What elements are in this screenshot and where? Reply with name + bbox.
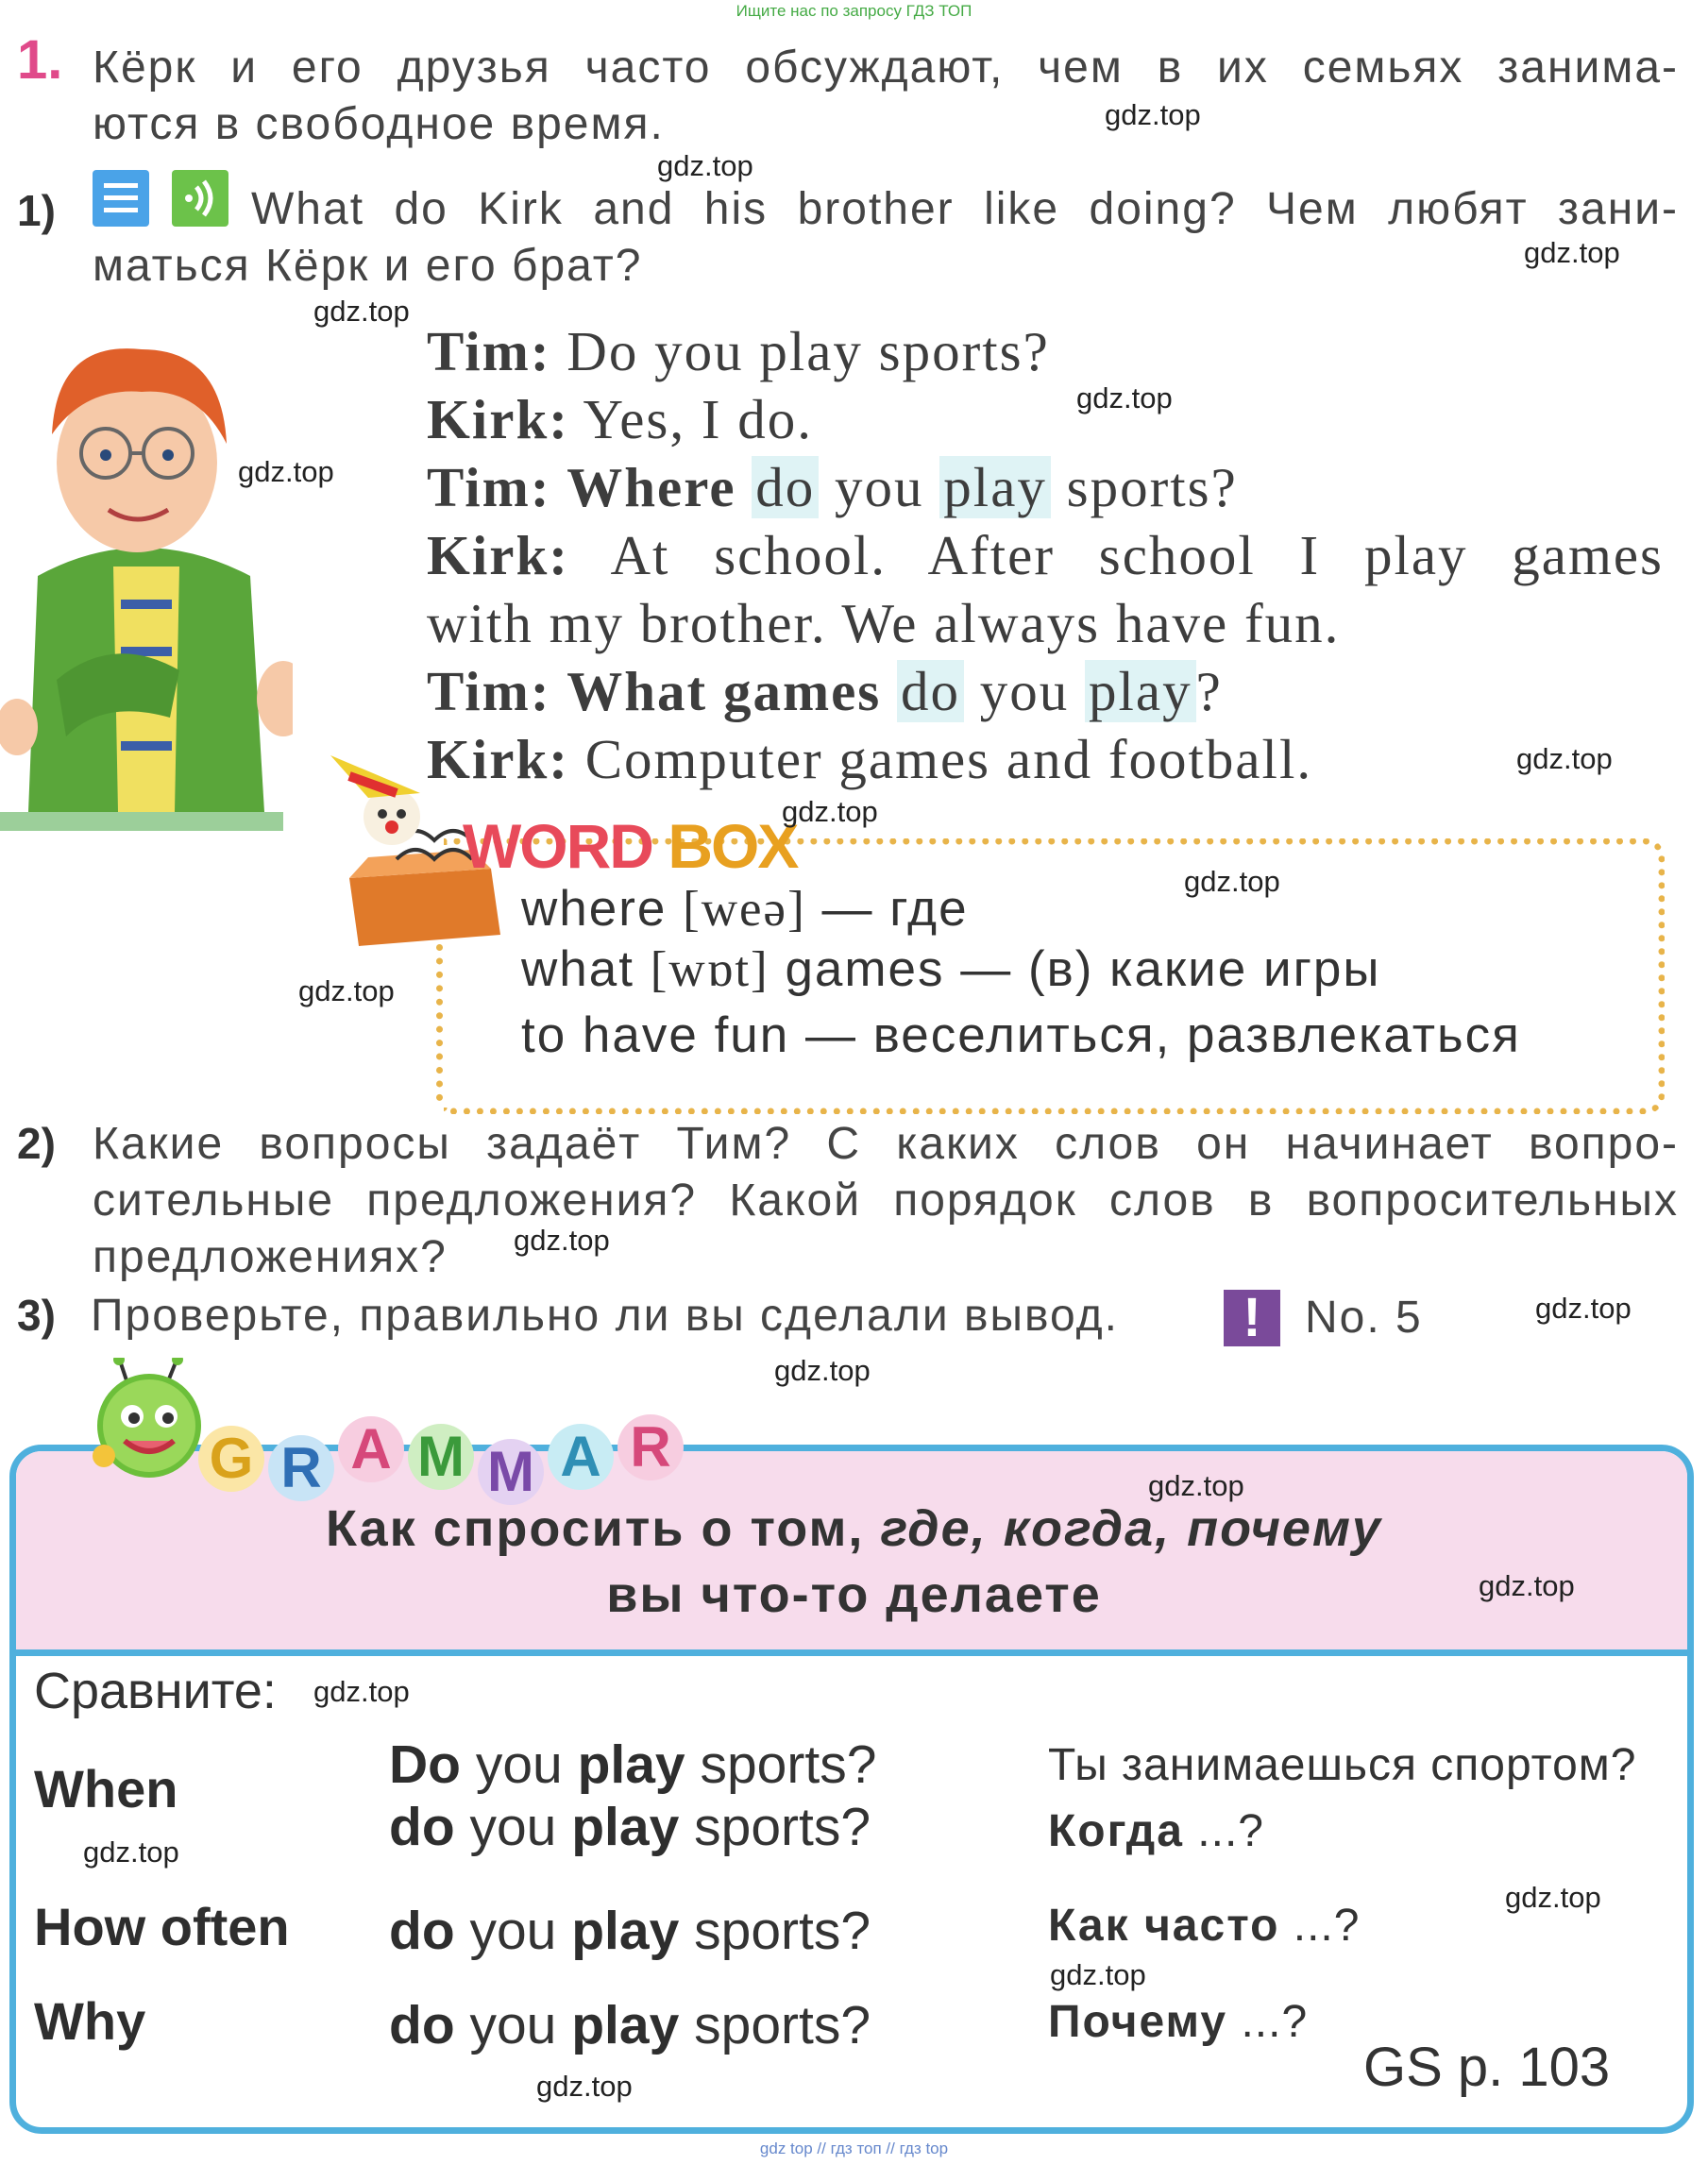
grammar-qword-why: Why bbox=[34, 1991, 146, 2051]
part2-line1: Какие вопросы задаёт Тим? С каких слов он начинает вопро- bbox=[93, 1119, 1679, 1169]
grammar-qword-when: When bbox=[34, 1759, 178, 1818]
grammar-letter: R bbox=[617, 1414, 684, 1480]
translation-qword: Когда bbox=[1048, 1806, 1184, 1856]
verb: play bbox=[571, 1995, 680, 2055]
dialogue-line-5: with my brother. We always have fun. bbox=[427, 592, 1341, 654]
grammar-letter: M bbox=[408, 1424, 474, 1490]
watermark: gdz.top bbox=[1479, 1569, 1575, 1602]
wordbox-entry-1 bbox=[521, 880, 969, 938]
kirk-illustration bbox=[0, 321, 293, 831]
wordbox-title-word: WORD bbox=[463, 811, 652, 881]
dialogue-text: At school. After school I play games bbox=[610, 524, 1665, 586]
watermark: gdz.top bbox=[313, 295, 410, 328]
object: sports? bbox=[694, 1901, 871, 1961]
speaker-kirk: Kirk: bbox=[427, 524, 569, 586]
task-intro-line1: Кёрк и его друзья часто обсуждают, чем в их семьях занима- bbox=[93, 42, 1679, 93]
aux-verb: do bbox=[389, 1995, 455, 2055]
watermark: gdz.top bbox=[1076, 381, 1173, 414]
part2-number: 2) bbox=[17, 1119, 56, 1168]
watermark: gdz.top bbox=[238, 455, 334, 488]
verb: play bbox=[571, 1797, 680, 1857]
translation-qword: Как часто bbox=[1048, 1901, 1280, 1951]
translation-text: ...? bbox=[1293, 1901, 1361, 1951]
watermark: gdz.top bbox=[313, 1675, 410, 1708]
grammar-example-3 bbox=[389, 1900, 871, 1962]
entry-translation: веселиться, развлекаться bbox=[872, 1007, 1521, 1063]
aux-verb: do bbox=[389, 1901, 455, 1961]
entry-dash: — bbox=[960, 941, 1013, 997]
watermark: gdz.top bbox=[83, 1835, 179, 1869]
dialogue-text: Computer games and football. bbox=[584, 728, 1313, 790]
watermark: gdz.top bbox=[1524, 236, 1620, 269]
dialogue-text: Yes, I do. bbox=[583, 388, 813, 450]
footer-note: gdz top // гдз топ // гдз top bbox=[759, 2140, 949, 2157]
pronoun: you bbox=[469, 1995, 557, 2055]
watermark: gdz.top bbox=[657, 149, 753, 182]
wordbox-entry-2 bbox=[521, 940, 1381, 998]
wordbox-title-box: BOX bbox=[668, 811, 798, 881]
entry-dash: — bbox=[805, 1007, 857, 1063]
watermark: gdz.top bbox=[1535, 1292, 1632, 1325]
watermark: gdz.top bbox=[1148, 1469, 1244, 1502]
speaker-tim: Tim: bbox=[427, 660, 551, 722]
wordbox-entry-3 bbox=[521, 1006, 1521, 1064]
watermark: gdz.top bbox=[1505, 1881, 1601, 1914]
pronoun: you bbox=[469, 1797, 557, 1857]
grammar-translation-1 bbox=[1048, 1739, 1636, 1791]
dialogue-line-1 bbox=[427, 319, 1050, 384]
grammar-letter: A bbox=[338, 1416, 404, 1482]
part1-question-line1: What do Kirk and his brother like doing? Чем любят зани- bbox=[251, 184, 1679, 234]
grammar-letter: M bbox=[478, 1439, 544, 1505]
dialogue-text: Do you play sports? bbox=[567, 320, 1050, 382]
dialogue-line-3 bbox=[427, 455, 1238, 520]
dialogue-word: you bbox=[835, 456, 924, 518]
watermark: gdz.top bbox=[298, 974, 395, 1007]
grammar-letter: A bbox=[548, 1424, 614, 1490]
aux-verb: do bbox=[389, 1797, 455, 1857]
grammar-example-1 bbox=[389, 1734, 876, 1796]
entry-word: what bbox=[521, 941, 634, 997]
watermark: gdz.top bbox=[1105, 98, 1201, 131]
exclamation-icon: ! bbox=[1224, 1290, 1280, 1346]
watermark: gdz.top bbox=[1516, 742, 1613, 775]
object: sports? bbox=[700, 1734, 877, 1795]
dialogue-word: ? bbox=[1195, 660, 1223, 722]
highlighted-word: play bbox=[939, 456, 1051, 518]
question-word: Where bbox=[567, 456, 736, 518]
part2-line2: сительные предложения? Какой порядок слов в вопросительных bbox=[93, 1176, 1679, 1226]
translation-text: ...? bbox=[1197, 1806, 1264, 1856]
dialogue-line-6 bbox=[427, 659, 1223, 724]
translation-text: ...? bbox=[1241, 1997, 1309, 2047]
task-number: 1. bbox=[17, 29, 63, 91]
part2-line3: предложениях? bbox=[93, 1232, 448, 1282]
part3-text: Проверьте, правильно ли вы сделали вывод. bbox=[91, 1291, 1119, 1341]
entry-transcription: [weə] bbox=[683, 882, 806, 937]
entry-translation: где bbox=[889, 881, 969, 937]
translation-text: Ты занимаешься спортом? bbox=[1048, 1740, 1637, 1790]
grammar-reference: GS p. 103 bbox=[1363, 2037, 1611, 2098]
grammar-title-italic: где, когда, почему bbox=[880, 1500, 1382, 1557]
part3-number: 3) bbox=[17, 1291, 56, 1340]
grammar-translation-4 bbox=[1048, 1996, 1308, 2048]
dialogue-word: sports? bbox=[1066, 456, 1238, 518]
audio-icon bbox=[172, 170, 228, 227]
highlighted-word: play bbox=[1085, 660, 1196, 722]
grammar-title-line1 bbox=[0, 1499, 1708, 1558]
grammar-example-4 bbox=[389, 1994, 871, 2056]
header-note: Ищите нас по запросу ГДЗ ТОП bbox=[736, 2, 972, 20]
aux-verb: Do bbox=[389, 1734, 461, 1795]
dialogue-line-4 bbox=[427, 523, 1664, 588]
grammar-compare-label: Сравните: bbox=[34, 1663, 277, 1719]
dialogue-line-2 bbox=[427, 387, 813, 452]
watermark: gdz.top bbox=[1050, 1958, 1146, 1991]
speaker-kirk: Kirk: bbox=[427, 728, 569, 790]
pronoun: you bbox=[469, 1901, 557, 1961]
part1-number: 1) bbox=[17, 186, 56, 235]
grammar-title-letters bbox=[198, 1407, 708, 1511]
grammar-example-2 bbox=[389, 1796, 871, 1858]
wordbox-frame-left bbox=[436, 944, 443, 1101]
grammar-title-line2: вы что-то делаете bbox=[606, 1566, 1102, 1623]
grammar-translation-2 bbox=[1048, 1805, 1264, 1857]
watermark: gdz.top bbox=[536, 2070, 633, 2103]
dialogue-word: you bbox=[979, 660, 1070, 722]
entry-word: where bbox=[521, 881, 668, 937]
translation-qword: Почему bbox=[1048, 1997, 1228, 2047]
grammar-title-plain: Как спросить о том, bbox=[326, 1500, 865, 1557]
entry-word: games bbox=[785, 941, 945, 997]
watermark: gdz.top bbox=[782, 795, 878, 828]
pronoun: you bbox=[475, 1734, 563, 1795]
dialogue-line-7 bbox=[427, 727, 1312, 792]
part3-reference: No. 5 bbox=[1305, 1293, 1423, 1343]
object: sports? bbox=[694, 1995, 871, 2055]
grammar-qword-how-often: How often bbox=[34, 1897, 290, 1956]
question-word: What games bbox=[567, 660, 882, 722]
watermark: gdz.top bbox=[514, 1224, 610, 1257]
speaker-kirk: Kirk: bbox=[427, 388, 569, 450]
grammar-translation-3 bbox=[1048, 1900, 1360, 1952]
speaker-tim: Tim: bbox=[427, 320, 551, 382]
entry-word: to have fun bbox=[521, 1007, 790, 1063]
part1-question-line2: маться Кёрк и его брат? bbox=[93, 241, 643, 291]
grammar-letter: G bbox=[198, 1426, 264, 1492]
caterpillar-icon bbox=[91, 1358, 213, 1490]
watermark: gdz.top bbox=[1184, 865, 1280, 898]
verb: play bbox=[577, 1734, 685, 1795]
highlighted-word: do bbox=[897, 660, 964, 722]
part2-question bbox=[93, 1116, 1679, 1286]
task-intro bbox=[93, 40, 1679, 153]
highlighted-word: do bbox=[752, 456, 819, 518]
watermark: gdz.top bbox=[774, 1354, 871, 1387]
grammar-letter: R bbox=[268, 1435, 334, 1501]
book-icon bbox=[93, 170, 149, 227]
task-intro-line2: ются в свободное время. bbox=[93, 99, 665, 149]
object: sports? bbox=[694, 1797, 871, 1857]
speaker-tim: Tim: bbox=[427, 456, 551, 518]
entry-dash: — bbox=[821, 881, 874, 937]
wordbox-title bbox=[463, 810, 797, 882]
entry-translation: (в) какие игры bbox=[1027, 941, 1381, 997]
verb: play bbox=[571, 1901, 680, 1961]
entry-transcription: [wɒt] bbox=[650, 942, 769, 997]
